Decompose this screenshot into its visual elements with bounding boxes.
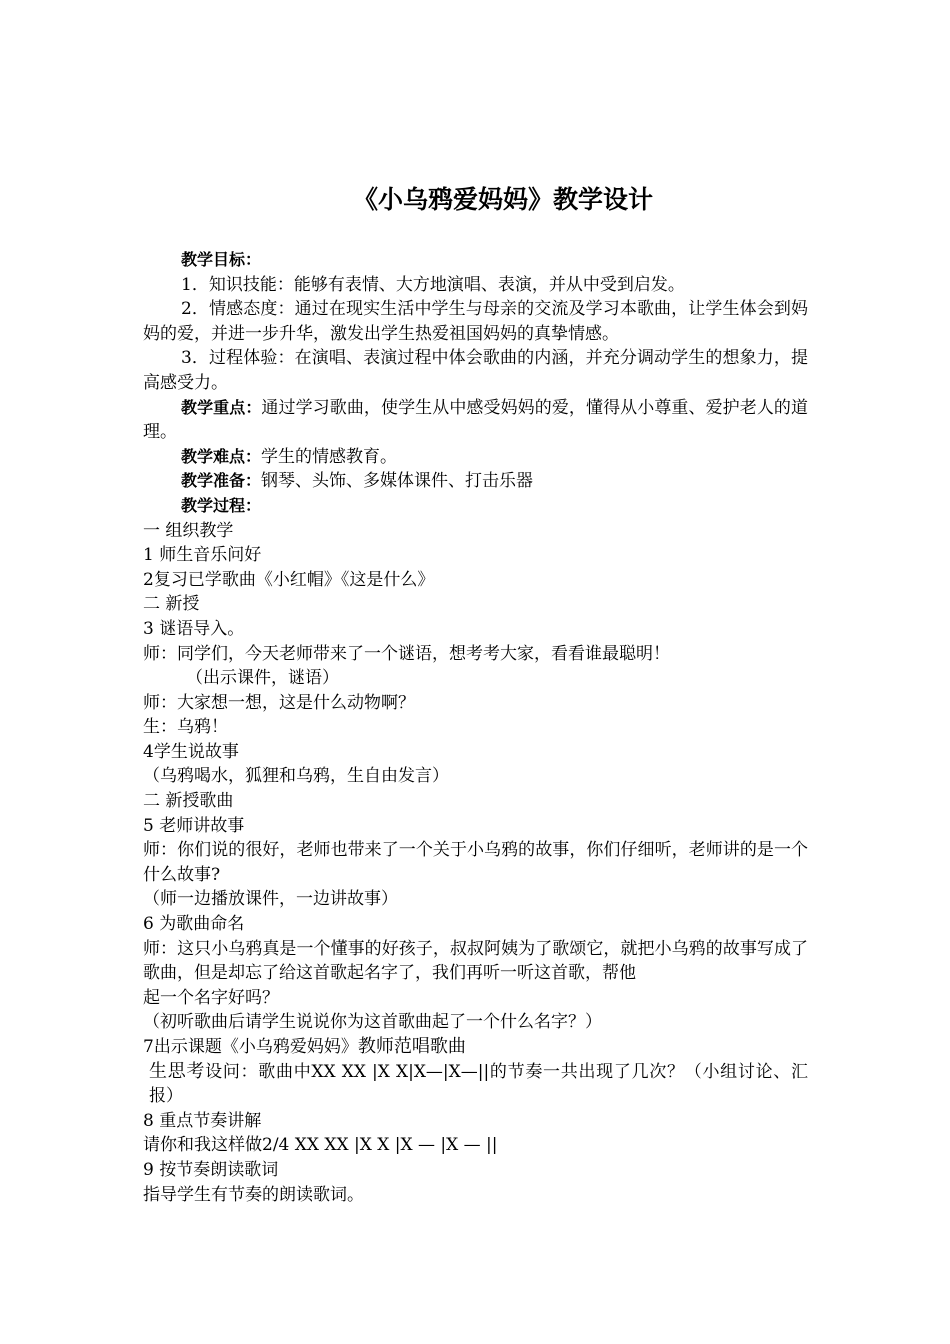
student-thinking-text: 设问：歌曲中XX XX |X X|X—|X—||的节奏一共出现了几次？（小组讨论、汇报） <box>149 1061 809 1107</box>
key-text: 通过学习歌曲，使学生从中感受妈妈的爱，懂得从小尊重、爱护老人的道理。 <box>143 397 808 443</box>
objective-3-text: 3．过程体验：在演唱、表演过程中体会歌曲的内涵，并充分调动学生的想象力，提高感受力。 <box>143 348 808 393</box>
note-courseware: （出示课件，谜语） <box>186 668 339 689</box>
note-stories: （乌鸦喝水，狐狸和乌鸦，生自由发言） <box>143 766 449 787</box>
student-line: 生：乌鸦！ <box>143 717 228 738</box>
difficulty-text: 学生的情感教育。 <box>261 446 398 467</box>
objective-2-text: 2．情感态度：通过在现实生活中学生与母亲的交流及学习本歌曲，让学生体会到妈妈的爱，并进一步升华，激发出学生热爱祖国妈妈的真挚情感。 <box>143 299 808 344</box>
preparation <box>143 469 808 494</box>
step-9: 9 按节奏朗读歌词 <box>143 1159 279 1180</box>
step-7-title: 7出示课题《小乌鸦爱妈妈》 <box>143 1037 358 1057</box>
step-4: 4学生说故事 <box>143 741 239 762</box>
objective-3 <box>143 346 808 395</box>
document-title: 《小乌鸦爱妈妈》教学设计 <box>352 185 653 214</box>
rhythm-practice: 请你和我这样做2/4 XX XX |X X |X — |X — || <box>143 1135 498 1156</box>
lyrics-guide: 指导学生有节奏的朗读歌词。 <box>143 1184 364 1205</box>
objective-2 <box>143 297 808 346</box>
teacher-line-1: 师：同学们，今天老师带来了一个谜语，想考考大家，看看谁最聪明！ <box>143 643 670 664</box>
teacher-line-4-end: 起一个名字好吗？ <box>143 987 279 1008</box>
document-body <box>143 248 808 1207</box>
step-6: 6 为歌曲命名 <box>143 914 245 935</box>
teacher-line-2: 师：大家想一想，这是什么动物啊？ <box>143 692 415 713</box>
key-point <box>143 396 808 445</box>
step-8: 8 重点节奏讲解 <box>143 1110 262 1131</box>
section-1: 一 组织教学 <box>143 520 234 541</box>
step-7 <box>143 1035 808 1060</box>
section-2: 二 新授 <box>143 594 200 615</box>
teacher-line-4: 师：这只小乌鸦真是一个懂事的好孩子，叔叔阿姨为了歌颂它，就把小乌鸦的故事写成了歌曲，但是却忘了给这首歌起名字了，我们再听一听这首歌，帮他 <box>143 938 808 984</box>
note-naming: （初听歌曲后请学生说说你为这首歌曲起了一个什么名字？） <box>143 1012 602 1033</box>
step-2: 2复习已学歌曲《小红帽》《这是什么》 <box>143 569 435 590</box>
prep-label: 教学准备： <box>181 471 262 491</box>
step-7-demo: 教师范唱歌曲 <box>357 1036 466 1057</box>
teacher-line-3: 师：你们说的很好，老师也带来了一个关于小乌鸦的故事，你们仔细听，老师讲的是一个什么故事? <box>143 840 808 885</box>
section-3: 二 新授歌曲 <box>143 791 234 812</box>
prep-text: 钢琴、头饰、多媒体课件、打击乐器 <box>261 471 534 492</box>
step-1: 1 师生音乐问好 <box>143 545 262 566</box>
objective-1: 1．知识技能：能够有表情、大方地演唱、表演，并从中受到启发。 <box>181 274 685 295</box>
objectives-heading: 教学目标： <box>181 250 262 269</box>
note-story: （师一边播放课件，一边讲故事） <box>143 889 398 910</box>
process-heading: 教学过程： <box>181 495 262 515</box>
step-5: 5 老师讲故事 <box>143 815 245 836</box>
step-3: 3 谜语导入。 <box>143 618 245 639</box>
student-thinking <box>143 1060 808 1109</box>
key-label: 教学重点： <box>181 397 262 417</box>
difficulty <box>143 445 808 470</box>
difficulty-label: 教学难点： <box>181 446 262 466</box>
student-thinking-label: 生思考 <box>149 1060 206 1082</box>
